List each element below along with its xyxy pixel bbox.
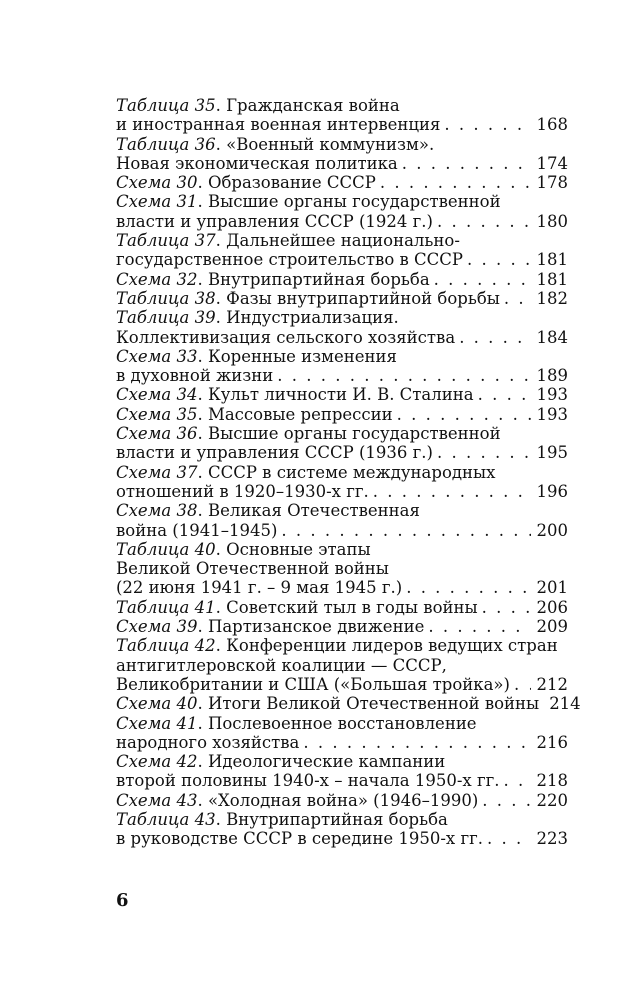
- toc-line-text: [116, 308, 399, 327]
- toc-page-number: 184: [536, 327, 568, 347]
- item-label: Схема 35: [116, 404, 198, 424]
- toc-entry: [116, 424, 568, 463]
- toc-line: [116, 694, 581, 714]
- toc-line-text: [116, 231, 460, 250]
- toc-page-number: 196: [536, 481, 568, 501]
- item-label: Схема 31: [116, 192, 198, 212]
- toc-line: [116, 270, 568, 289]
- dot-leader: [373, 482, 531, 501]
- toc-line: [116, 424, 568, 443]
- toc-line-text: [116, 115, 440, 134]
- item-label: Таблица 35: [116, 96, 216, 115]
- toc-line: [116, 540, 568, 559]
- toc-entry: [116, 173, 568, 192]
- toc-entry: [116, 192, 568, 231]
- toc-line-text: [116, 598, 478, 617]
- item-title: . Конференции лидеров ведущих стран: [215, 636, 558, 656]
- toc-page-number: 212: [536, 674, 568, 694]
- toc-entry: [116, 347, 568, 386]
- toc-line: [116, 192, 568, 211]
- toc-line-text: [116, 289, 500, 308]
- dot-leader: [482, 598, 531, 617]
- toc-line: [116, 96, 568, 115]
- toc-line: [116, 115, 568, 134]
- item-title: Великой Отечественной войны: [116, 559, 389, 579]
- item-title: . Основные этапы: [215, 539, 371, 559]
- toc-page-number: 182: [536, 288, 568, 308]
- toc-line: [116, 173, 568, 192]
- toc-page-number: 223: [536, 829, 568, 849]
- toc-line: [116, 791, 568, 810]
- toc-entry: [116, 598, 568, 617]
- item-title: Коллективизация сельского хозяйства: [116, 327, 456, 347]
- dot-leader: [444, 115, 530, 134]
- toc-line: [116, 675, 568, 694]
- dot-leader: [467, 250, 530, 269]
- toc-line-text: [116, 752, 445, 771]
- item-title: война (1941–1945): [116, 520, 278, 540]
- dot-leader: [514, 675, 531, 694]
- toc-line-text: [116, 443, 433, 462]
- item-title: . Фазы внутрипартийной борьбы: [215, 288, 500, 308]
- item-title: Новая экономическая политика: [116, 153, 398, 173]
- item-label: Таблица 41: [116, 597, 216, 617]
- item-title: . Массовые репрессии: [197, 404, 393, 424]
- item-label: Таблица 42: [116, 636, 216, 656]
- item-label: Схема 36: [116, 424, 198, 444]
- item-title: власти и управления СССР (1924 г.): [116, 211, 433, 231]
- toc-line: [116, 385, 568, 404]
- item-title: . Образование СССР: [197, 173, 376, 193]
- item-label: Схема 40: [116, 694, 198, 714]
- dot-leader: [281, 521, 530, 540]
- toc-line-text: [116, 270, 430, 289]
- toc-line: [116, 521, 568, 540]
- toc-entry: [116, 752, 568, 791]
- toc-entry: [116, 636, 568, 694]
- toc-line-text: [116, 540, 371, 559]
- toc-entry: [116, 405, 568, 424]
- toc-page-number: 174: [536, 153, 568, 173]
- item-label: Схема 43: [116, 790, 198, 810]
- toc-line-text: [116, 173, 376, 192]
- item-title: отношений в 1920–1930-х гг.: [116, 481, 369, 501]
- toc-line: [116, 405, 568, 424]
- item-title: . Дальнейшее национально-: [215, 231, 460, 251]
- item-label: Таблица 39: [116, 308, 216, 328]
- toc-line-text: [116, 733, 299, 752]
- toc-line-text: [116, 791, 478, 810]
- toc-line-text: [116, 559, 389, 578]
- toc-line-text: [116, 617, 424, 636]
- toc-page-number: 189: [536, 366, 568, 386]
- toc-line: [116, 733, 568, 752]
- toc-entry: [116, 714, 568, 753]
- item-title: . Послевоенное восстановление: [197, 713, 477, 733]
- dot-leader: [434, 270, 531, 289]
- item-title: народного хозяйства: [116, 732, 300, 752]
- toc-line: [116, 212, 568, 231]
- page-number: 6: [116, 890, 129, 911]
- toc-entry: [116, 135, 568, 174]
- toc-page-number: 180: [536, 211, 568, 231]
- dot-leader: [402, 154, 531, 173]
- toc-line: [116, 308, 568, 327]
- toc-line-text: [116, 636, 558, 655]
- dot-leader: [397, 405, 531, 424]
- item-label: Таблица 40: [116, 539, 216, 559]
- toc-line: [116, 598, 568, 617]
- toc-line-text: [116, 328, 455, 347]
- item-title: . СССР в системе международных: [197, 462, 496, 482]
- item-title: . Внутрипартийная борьба: [215, 809, 448, 829]
- toc-line: [116, 250, 568, 269]
- toc-line-text: [116, 578, 402, 597]
- toc-line: [116, 347, 568, 366]
- item-label: Схема 38: [116, 501, 198, 521]
- item-title: . «Холодная война» (1946–1990): [197, 790, 479, 810]
- toc-line-text: [116, 192, 501, 211]
- toc-line-text: [116, 829, 483, 848]
- toc-page-number: 201: [536, 578, 568, 598]
- toc-page-number: 168: [536, 115, 568, 135]
- item-title: . Культ личности И. В. Сталина: [197, 385, 474, 405]
- item-title: . Партизанское движение: [197, 617, 425, 637]
- item-label: Схема 39: [116, 617, 198, 637]
- toc-line: [116, 231, 568, 250]
- toc-line: [116, 154, 568, 173]
- toc-entry: [116, 617, 568, 636]
- item-title: . Коренные изменения: [197, 346, 397, 366]
- item-label: Таблица 36: [116, 134, 216, 154]
- toc-line: [116, 714, 568, 733]
- toc-line-text: [116, 463, 495, 482]
- toc-line-text: [116, 714, 477, 733]
- dot-leader: [437, 443, 531, 462]
- item-title: . Советский тыл в годы войны: [215, 597, 478, 617]
- toc-line: [116, 829, 568, 848]
- toc-entry: [116, 385, 568, 404]
- toc-line-text: [116, 405, 393, 424]
- toc-page-number: 200: [536, 520, 568, 540]
- dot-leader: [406, 578, 530, 597]
- toc-line-text: [116, 501, 420, 520]
- item-title: . Внутрипартийная борьба: [197, 269, 430, 289]
- toc-page-number: 181: [536, 250, 568, 270]
- toc-page-number: 178: [536, 173, 568, 193]
- item-title: в руководстве СССР в середине 1950-х гг.: [116, 829, 484, 849]
- toc-page-number: 193: [536, 404, 568, 424]
- toc-line-text: [116, 96, 400, 115]
- toc-line-text: [116, 154, 398, 173]
- toc-line-text: [116, 135, 434, 154]
- item-title: государственное строительство в СССР: [116, 250, 464, 270]
- toc-page-number: 206: [536, 597, 568, 617]
- toc-entry: [116, 308, 568, 347]
- toc-line-text: [116, 656, 447, 675]
- toc-page-number: 214: [549, 694, 581, 714]
- toc-entry: [116, 463, 568, 502]
- toc-line: [116, 443, 568, 462]
- toc-line: [116, 578, 568, 597]
- dot-leader: [478, 385, 531, 404]
- toc-line: [116, 752, 568, 771]
- toc-line-text: [116, 521, 277, 540]
- toc-line: [116, 501, 568, 520]
- dot-leader: [303, 733, 530, 752]
- toc-line: [116, 617, 568, 636]
- item-label: Схема 37: [116, 462, 198, 482]
- toc-line-text: [116, 424, 501, 443]
- toc-line: [116, 328, 568, 347]
- toc-page-number: 220: [536, 790, 568, 810]
- item-title: (22 июня 1941 г. – 9 мая 1945 г.): [116, 578, 403, 598]
- dot-leader: [504, 289, 531, 308]
- toc-entry: [116, 96, 568, 135]
- toc-entry: [116, 694, 581, 714]
- dot-leader: [380, 173, 531, 192]
- toc-line-text: [116, 810, 448, 829]
- item-title: . Высшие органы государственной: [197, 424, 501, 444]
- toc-line-text: [116, 771, 500, 790]
- toc-line-text: [116, 694, 539, 713]
- dot-leader: [482, 791, 530, 810]
- item-label: Схема 41: [116, 713, 198, 733]
- item-label: Схема 42: [116, 752, 198, 772]
- toc-line: [116, 559, 568, 578]
- item-label: Таблица 38: [116, 288, 216, 308]
- item-title: . Итоги Великой Отечественной войны: [197, 694, 540, 714]
- toc-entry: [116, 270, 568, 289]
- toc-entry: [116, 791, 568, 810]
- item-label: Схема 34: [116, 385, 198, 405]
- toc-line: [116, 366, 568, 385]
- toc-entry: [116, 289, 568, 308]
- toc-line: [116, 636, 568, 655]
- toc-line-text: [116, 385, 474, 404]
- item-title: . «Военный коммунизм».: [215, 134, 435, 154]
- toc-page-number: 193: [536, 385, 568, 405]
- toc-line-text: [116, 212, 433, 231]
- toc-page-number: 218: [536, 771, 568, 791]
- toc-entry: [116, 501, 568, 540]
- item-title: второй половины 1940-х – начала 1950-х гг.: [116, 771, 500, 791]
- toc-page-number: 216: [536, 732, 568, 752]
- dot-leader: [437, 212, 531, 231]
- toc-line-text: [116, 366, 273, 385]
- item-title: антигитлеровской коалиции — СССР,: [116, 655, 447, 675]
- item-title: . Гражданская война: [215, 96, 400, 115]
- toc-line-text: [116, 482, 369, 501]
- toc-line: [116, 810, 568, 829]
- toc-line: [116, 656, 568, 675]
- toc-line: [116, 771, 568, 790]
- toc-line: [116, 289, 568, 308]
- item-label: Таблица 37: [116, 231, 216, 251]
- toc-line: [116, 482, 568, 501]
- dot-leader: [428, 617, 530, 636]
- toc-page-number: 181: [536, 269, 568, 289]
- toc-entry: [116, 810, 568, 849]
- item-title: . Высшие органы государственной: [197, 192, 501, 212]
- item-title: . Великая Отечественная: [197, 501, 420, 521]
- toc-page-number: 209: [536, 617, 568, 637]
- toc-line-text: [116, 250, 463, 269]
- item-label: Таблица 43: [116, 809, 216, 829]
- item-title: . Индустриализация.: [215, 308, 399, 328]
- item-title: . Идеологические кампании: [197, 752, 446, 772]
- dot-leader: [504, 771, 531, 790]
- toc-entry: [116, 231, 568, 270]
- toc-line-text: [116, 675, 510, 694]
- item-label: Схема 32: [116, 269, 198, 289]
- table-of-contents: [116, 96, 581, 849]
- item-title: и иностранная военная интервенция: [116, 115, 441, 135]
- toc-line: [116, 463, 568, 482]
- dot-leader: [487, 829, 530, 848]
- item-label: Схема 30: [116, 173, 198, 193]
- item-title: власти и управления СССР (1936 г.): [116, 443, 433, 463]
- toc-line: [116, 135, 568, 154]
- toc-page-number: 195: [536, 443, 568, 463]
- dot-leader: [277, 366, 530, 385]
- toc-entry: [116, 540, 568, 598]
- item-title: Великобритании и США («Большая тройка»): [116, 674, 510, 694]
- item-title: в духовной жизни: [116, 366, 274, 386]
- dot-leader: [459, 328, 530, 347]
- item-label: Схема 33: [116, 346, 198, 366]
- toc-line-text: [116, 347, 397, 366]
